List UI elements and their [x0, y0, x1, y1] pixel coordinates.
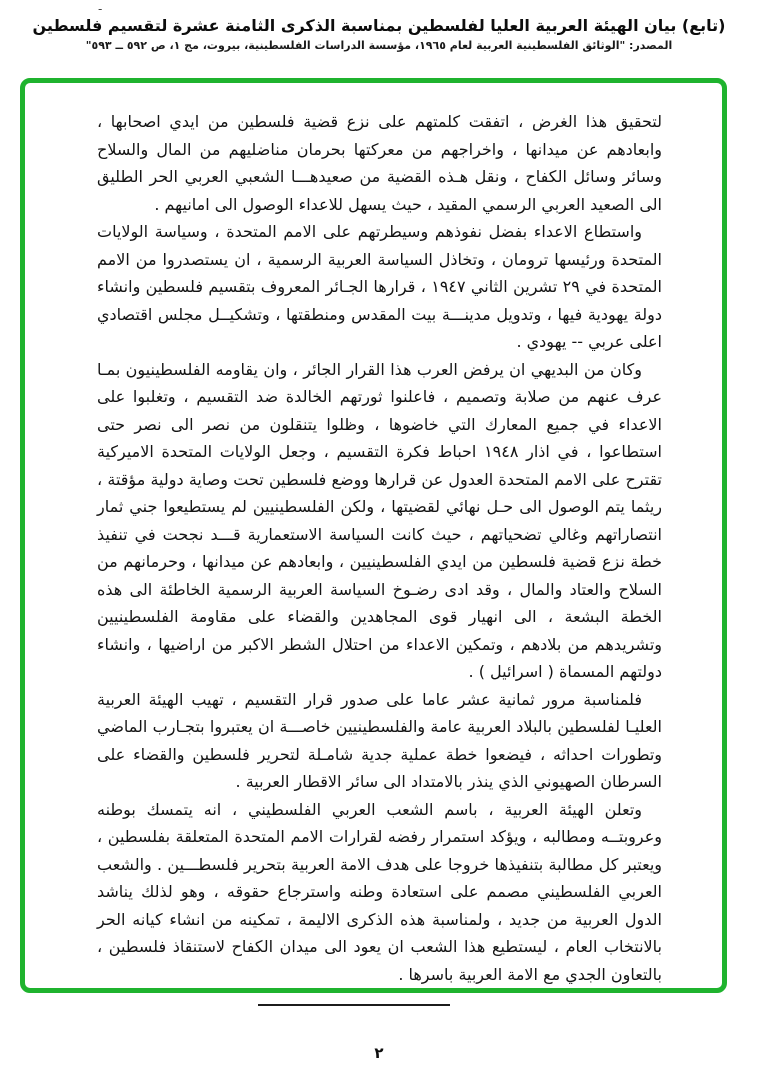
page-title: (تابع) بيان الهيئة العربية العليا لفلسطين بمناسبة الذكرى الثامنة عشرة لتقسيم فلسطين [32, 16, 726, 35]
end-divider-line [258, 1004, 450, 1006]
document-body-text [97, 108, 662, 1006]
paragraph: لتحقيق هذا الغرض ، اتفقت كلمتهم على نزع قضية فلسطين من ايدي اصحابها ، وابعادهم عن ميدانها ، واخراجهم من معركتها بحرمان مناضليهم من المال والسلاح وسائر وسائل الكفاح ، ونقل هـذه القضية من صعيدهـــا الشعبي العربي الحر الطليق الى الصعيد العربي الرسمي المقيد ، حيث يسهل للاعداء الوصول الى امانيهم . [97, 112, 662, 214]
paragraph: وتعلن الهيئة العربية ، باسم الشعب العربي الفلسطيني ، انه يتمسك بوطنه وعروبتــه ومطالبه ، ويؤكد استمرار رفضه لقرارات الامم المتحدة المتعلقة بفلسطين ، ويعتبر كل مطالبة بتنفيذها خروجا على هدف الامة العربية بتحرير فلسطـــين . والشعب العربي الفلسطيني مصمم على استعادة وطنه واسترجاع حقوقه ، وهو لذلك يناشد الدول العربية من جديد ، ولمناسبة هذه الذكرى الاليمة ، تمكينه من انشاء كيانه الحر بالانتخاب العام ، ليستطيع هذا الشعب ان يعود الى ميدان الكفاح لاستنقاذ فلسطين ، بالتعاون الجدي مع الامة العربية باسرها . [97, 799, 662, 984]
page-number: ٢ [374, 1044, 384, 1062]
source-citation: المصدر: "الوثائق الفلسطينية العربية لعام ١٩٦٥، مؤسسة الدراسات الفلسطينية، بيروت، مج ١، ص ٥٩٢ ــ ٥٩٣" [85, 39, 673, 52]
page-header [0, 16, 758, 52]
paragraph: واستطاع الاعداء بفضل نفوذهم وسيطرتهم على الامم المتحدة ، وسياسة الولايات المتحدة ورئيسها ترومان ، وتخاذل السياسة العربية الرسمية ، ان يستصدروا من الامم المتحدة في ٢٩ تشرين الثاني ١٩٤٧ ، قرارها الجـائر المعروف بتقسيم فلسطين وانشاء دولة يهودية فيها ، وتدويل مدينـــة بيت المقدس ومنطقتها ، وتشكيــل مجلس اقتصادي اعلى عربي -- يهودي . [97, 222, 662, 351]
paragraph: فلمناسبة مرور ثمانية عشر عاما على صدور قرار التقسيم ، تهيب الهيئة العربية العليـا لفلسطين بالبلاد العربية عامة والفلسطينيين خاصـــة ان يعتبروا بتجـارب الماضي وتطورات احداثه ، فيضعوا خطة عملية جدية شامـلة لتحرير فلسطين والقضاء على السرطان الصهيوني الذي ينذر بالامتداد الى سائر الاقطار العربية . [97, 689, 662, 791]
paragraph: وكان من البديهي ان يرفض العرب هذا القرار الجائر ، وان يقاومه الفلسطينيون بمـا عرف عنهم من صلابة وتصميم ، فاعلنوا ثورتهم الخالدة ضد التقسيم ، وتغلبوا على الاعداء في جميع المعارك التي خاضوها ، وظلوا يتنقلون من نصر الى نصر حتى استطاعوا ، في اذار ١٩٤٨ احباط فكرة التقسيم ، وجعل الولايات المتحدة الاميركية تقترح على الامم المتحدة العدول عن قرارها ووضع فلسطين تحت وصاية دولية مؤقتة ، ريثما يتم الوصول الى حـل نهائي لقضيتها ، ولكن الفلسطينيين لم يستطيعوا جني ثمار انتصاراتهم وغالي تضحياتهم ، حيث كانت السياسة الاستعمارية قـــد نجحت في تنفيذ خطة نزع قضية فلسطين من ايدي الفلسطينيين ، وابعادهم عن ميدانها ، وحرمانهم من السلاح والعتاد والمال ، وقد ادى رضـوخ السياسة العربية الرسمية الخاطئة الى هذه الخطة البشعة ، الى انهيار قوى المجاهدين والقضاء على مقاومة الفلسطينيين وتشريدهم من بلادهم ، وتمكين الاعداء من احتلال الشطر الاكبر من اراضيها ، وانشاء دولتهم المسماة ( اسرائيل ) . [97, 359, 663, 681]
stray-pen-mark: - [98, 2, 103, 16]
